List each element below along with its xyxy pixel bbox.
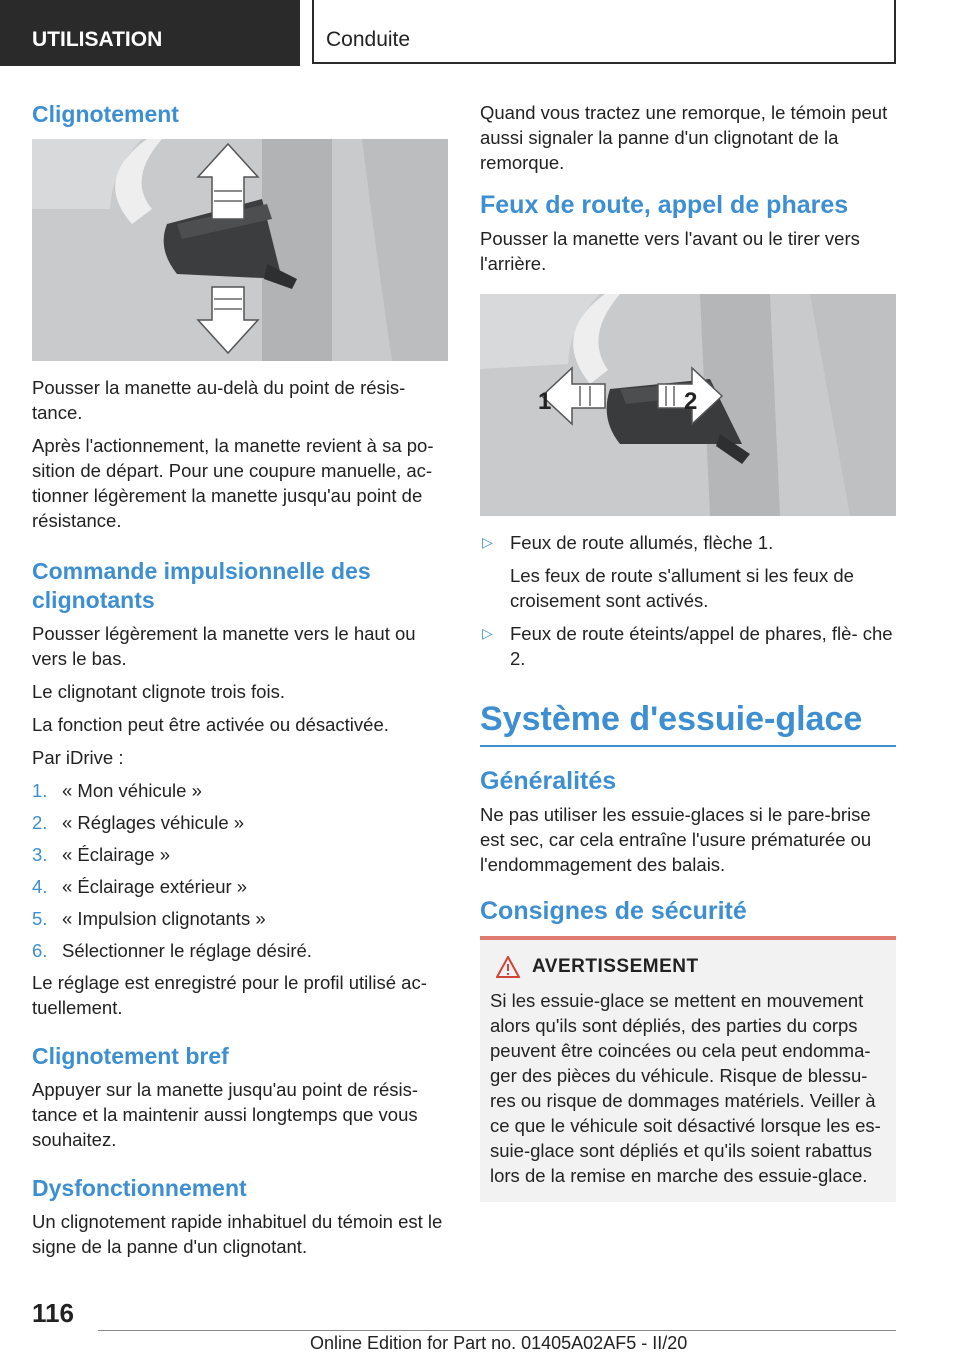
paragraph: Pousser la manette vers l'avant ou le tirer vers l'arrière. [480,228,860,274]
warning-header [490,956,886,978]
warning-triangle-icon [496,956,520,978]
step-text: « Éclairage extérieur » [62,876,248,897]
heading-commande-impulsionnelle: Commande impulsionnelle des clignotants [32,558,371,613]
warning-box [480,936,896,1202]
page-number: 116 [32,1298,74,1328]
bullet-text: Feux de route éteints/appel de phares, flè‐ che 2. [510,623,893,669]
page-header [0,0,960,66]
high-beam-bullet-list [480,530,896,671]
paragraph: Appuyer sur la manette jusqu'au point de résis‐ tance et la maintenir aussi longtemps que vous souhaitez. [32,1079,419,1150]
arrow-1-label: 1 [538,388,552,415]
warning-title: AVERTISSEMENT [532,956,699,977]
turn-signal-lever-figure [32,139,448,361]
paragraph: Par iDrive : [32,747,124,768]
heading-feux-de-route: Feux de route, appel de phares [480,191,849,219]
heading-generalites: Généralités [480,767,617,795]
section-tab: UTILISATION [0,0,300,66]
step-number: 1. [32,780,48,801]
high-beam-lever-figure [480,294,896,516]
paragraph: Le réglage est enregistré pour le profil utilisé ac‐ tuellement. [32,972,427,1018]
heading-consignes-securite: Consignes de sécurité [480,897,747,925]
arrow-2-label: 2 [684,388,698,415]
step-number: 4. [32,876,48,897]
paragraph: Pousser la manette au-delà du point de résis‐ tance. [32,377,406,423]
list-item [32,906,448,931]
paragraph: Après l'actionnement, la manette revient à sa po‐ sition de départ. Pour une coupure manuelle, ac‐ tionner légèrement la manette jusqu'au point de résistance. [32,435,434,531]
paragraph: Quand vous tractez une remorque, le témoin peut aussi signaler la panne d'un clignotant de la remorque. [480,102,888,173]
list-item [480,530,896,613]
heading-systeme-essuie-glace: Système d'essuie-glace [480,699,896,747]
step-number: 3. [32,844,48,865]
turn-signal-lever-illustration [32,139,448,361]
right-column [480,100,896,1202]
step-text: « Réglages véhicule » [62,812,245,833]
paragraph: Pousser légèrement la manette vers le haut ou vers le bas. [32,623,416,669]
step-text: Sélectionner le réglage désiré. [62,940,312,961]
paragraph: Le clignotant clignote trois fois. [32,681,285,702]
step-number: 5. [32,908,48,929]
triangle-bullet-icon: ▷ [482,625,493,641]
paragraph: Ne pas utiliser les essuie-glaces si le pare-brise est sec, car cela entraîne l'usure prématurée ou l'endommagement des balais. [480,804,872,875]
list-item [32,938,448,963]
list-item [32,778,448,803]
heading-clignotement: Clignotement [32,101,179,127]
heading-dysfonctionnement: Dysfonctionnement [32,1175,247,1201]
paragraph: Un clignotement rapide inhabituel du témoin est le signe de la panne d'un clignotant. [32,1211,443,1257]
footer-divider [98,1330,896,1331]
step-number: 6. [32,940,48,961]
list-item [32,874,448,899]
idrive-steps-list [32,778,448,963]
list-item [32,810,448,835]
bullet-text: Feux de route allumés, flèche 1. [510,532,774,553]
left-column [32,100,448,1267]
high-beam-lever-illustration [480,294,896,516]
list-item [480,621,896,671]
step-number: 2. [32,812,48,833]
heading-clignotement-bref: Clignotement bref [32,1043,229,1069]
chapter-tab: Conduite [312,0,896,64]
step-text: « Éclairage » [62,844,170,865]
warning-text: Si les essuie-glace se mettent en mouvement alors qu'ils sont dépliés, des parties du corps peuvent être coincées ou cela peut endomma‐ ger des pièces du véhicule. Risque de blessu‐ res ou risque de dommages matériels. Veiller à ce que le véhicule soit désactivé lorsque les es‐ suie-glace sont dépliés et qu'ils soient rabattus lors de la remise en marche des essuie-glace. [490,990,881,1186]
list-item [32,842,448,867]
step-text: « Mon véhicule » [62,780,202,801]
triangle-bullet-icon: ▷ [482,534,493,550]
paragraph: La fonction peut être activée ou désactivée. [32,714,389,735]
bullet-subtext: Les feux de route s'allument si les feux de croisement sont activés. [510,565,854,611]
step-text: « Impulsion clignotants » [62,908,266,929]
footer-edition: Online Edition for Part no. 01405A02AF5 - II/20 [310,1333,688,1353]
